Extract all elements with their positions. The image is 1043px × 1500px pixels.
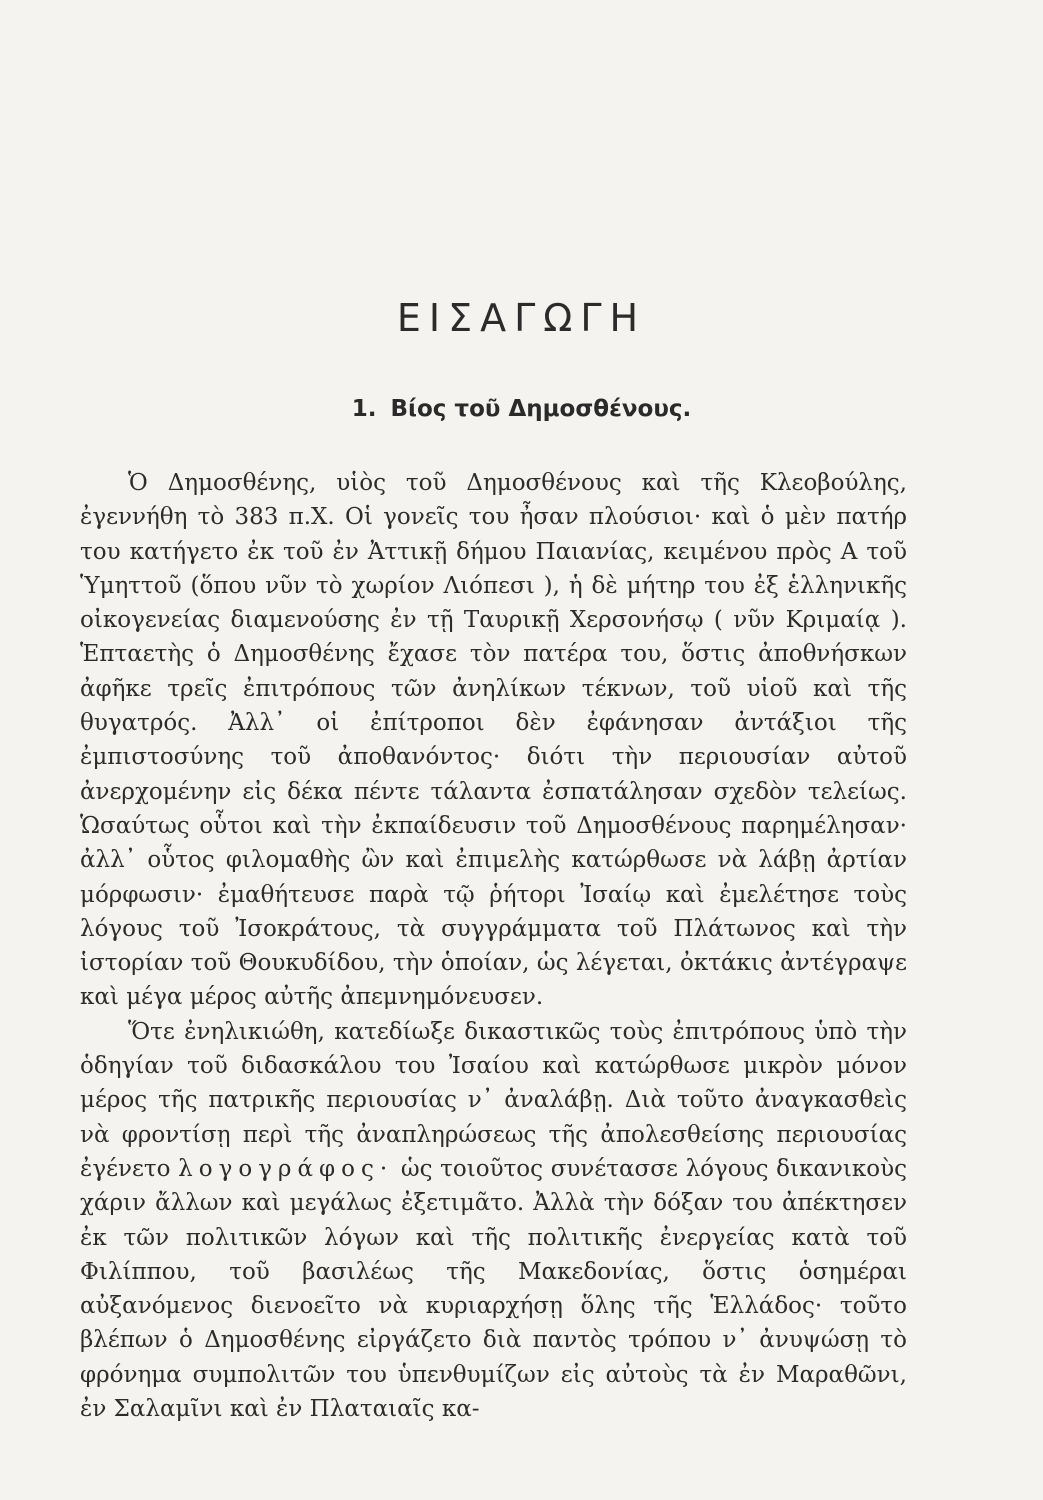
emphasized-term: λογογράφος·: [178, 1155, 394, 1182]
section-heading: [0, 396, 1043, 422]
page-title: ΕΙΣΑΓΩΓΗ: [396, 296, 647, 340]
paragraph-2-part-1: Ὅτε ἐνηλικιώθη, κατεδίωξε δικαστικῶς τοὺς ἐπιτρόπους ὑπὸ τὴν ὁδηγίαν τοῦ διδασκάλου του Ἰσαίου καὶ κατώρθωσε μικρὸν μόνον μέρος τῆς πατρικῆς περιουσίας ν᾽ ἀναλάβῃ. Διὰ τοῦτο ἀναγκασθεὶς νὰ φροντίσῃ περὶ τῆς ἀναπληρώσεως τῆς ἀπολεσθείσης περιουσίας ἐγένετο: [80, 1018, 907, 1182]
section-number: 1.: [351, 396, 377, 422]
paragraph-2-part-2: ὡς τοιοῦτος συνέτασσε λόγους δικανικοὺς χάριν ἄλλων καὶ μεγάλως ἐξετιμᾶτο. Ἀλλὰ τὴν δόξαν του ἀπέκτησεν ἐκ τῶν πολιτικῶν λόγων καὶ τῆς πολιτικῆς ἐνεργείας κατὰ τοῦ Φιλίππου, τοῦ βασιλέως τῆς Μακεδονίας, ὅστις ὁσημέραι αὐξανόμενος διενοεῖτο νὰ κυριαρχήσῃ ὅλης τῆς Ἑλλάδος· τοῦτο βλέπων ὁ Δημοσθένης εἰργάζετο διὰ παντὸς τρόπου ν᾽ ἀνυψώσῃ τὸ φρόνημα συμπολιτῶν του ὑπενθυμίζων εἰς αὐτοὺς τὰ ἐν Μαραθῶνι, ἐν Σαλαμῖνι καὶ ἐν Πλαταιαῖς κα-: [80, 1155, 907, 1423]
body-text: [80, 466, 907, 1426]
section-title: Βίος τοῦ Δημοσθένους.: [390, 396, 692, 422]
paragraph-1: Ὁ Δημοσθένης, υἱὸς τοῦ Δημοσθένους καὶ τῆς Κλεοβούλης, ἐγεννήθη τὸ 383 π.Χ. Οἱ γονεῖς του ἦσαν πλούσιοι· καὶ ὁ μὲν πατήρ του κατήγετο ἐκ τοῦ ἐν Ἀττικῇ δήμου Παιανίας, κειμένου πρὸς Α τοῦ Ὑμηττοῦ (ὅπου νῦν τὸ χωρίον Λιόπεσι ), ἡ δὲ μήτηρ του ἐξ ἑλληνικῆς οἰκογενείας διαμενούσης ἐν τῇ Ταυρικῇ Χερσονήσῳ ( νῦν Κριμαίᾳ ). Ἑπταετὴς ὁ Δημοσθένης ἔχασε τὸν πατέρα του, ὅστις ἀποθνήσκων ἀφῆκε τρεῖς ἐπιτρόπους τῶν ἀνηλίκων τέκνων, τοῦ υἱοῦ καὶ τῆς θυγατρός. Ἀλλ᾽ οἱ ἐπίτροποι δὲν ἐφάνησαν ἀντάξιοι τῆς ἐμπιστοσύνης τοῦ ἀποθανόντος· διότι τὴν περιουσίαν αὐτοῦ ἀνερχομένην εἰς δέκα πέντε τάλαντα ἐσπατάλησαν σχεδὸν τελείως. Ὡσαύτως οὗτοι καὶ τὴν ἐκπαίδευσιν τοῦ Δημοσθένους παρημέλησαν· ἀλλ᾽ οὗτος φιλομαθὴς ὢν καὶ ἐπιμελὴς κατώρθωσε νὰ λάβῃ ἀρτίαν μόρφωσιν· ἐμαθήτευσε παρὰ τῷ ῥήτορι Ἰσαίῳ καὶ ἐμελέτησε τοὺς λόγους τοῦ Ἰσοκράτους, τὰ συγγράμματα τοῦ Πλάτωνος καὶ τὴν ἱστορίαν τοῦ Θουκυδίδου, τὴν ὁποίαν, ὡς λέγεται, ὀκτάκις ἀντέγραψε καὶ μέγα μέρος αὐτῆς ἀπεμνημόνευσεν.: [80, 470, 907, 1011]
paragraph-2: [80, 1015, 907, 1427]
